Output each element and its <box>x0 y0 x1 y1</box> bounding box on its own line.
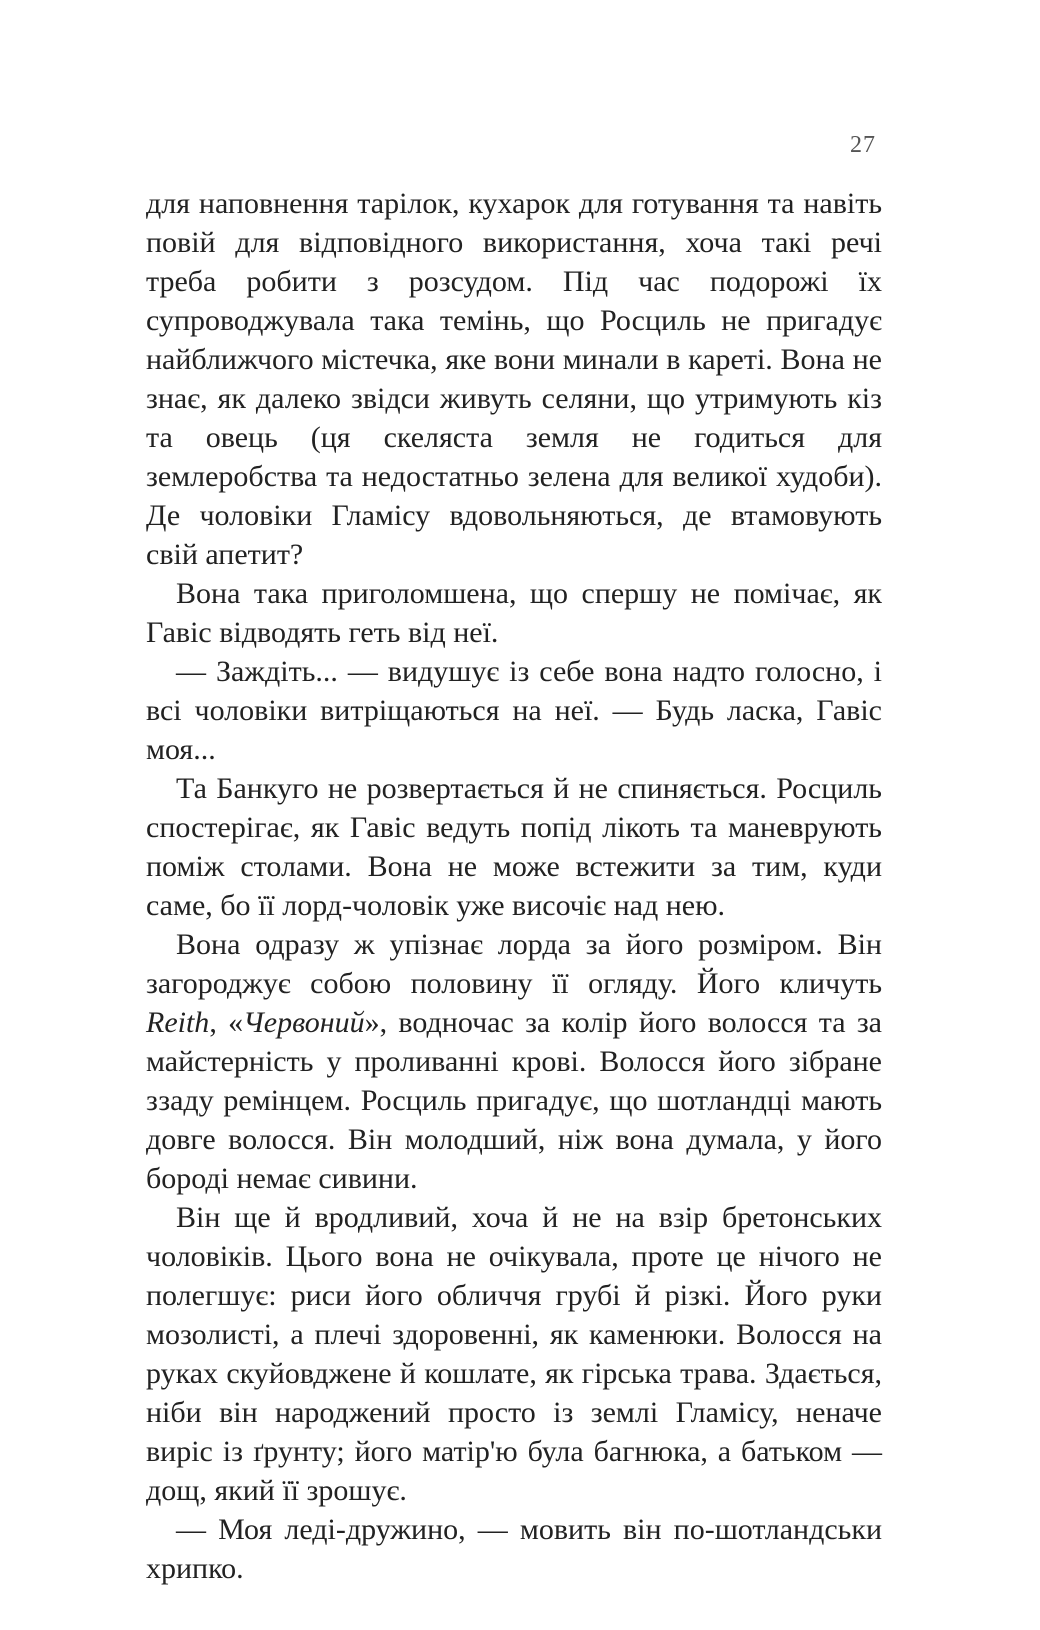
paragraph-4: Та Банкуго не розвертається й не спиняється. Росциль спостерігає, як Гавіс ведуть попід лікоть та маневрують поміж столами. Вона не може встежити за тим, куди саме, бо її лорд-чоловік уже височіє над нею. <box>146 772 882 922</box>
paragraph-5 <box>146 925 882 1198</box>
paragraph-5-italic-reith: Reith <box>146 1006 210 1039</box>
paragraph-5-part-1: Вона одразу ж упізнає лорда за його розміром. Він загороджує собою половину її огляду. Його кличуть <box>146 928 882 1000</box>
paragraph-5-part-3: », водночас за колір його волосся та за майстерність у проливанні крові. Волосся його зібране ззаду ремінцем. Росциль пригадує, що шотландці мають довге волосся. Він молодший, ніж вона думала, у його бороді немає сивини. <box>146 1006 882 1195</box>
body-text <box>146 184 882 1588</box>
paragraph-7: — Моя леді-дружино, — мовить він по-шотландськи хрипко. <box>146 1513 882 1585</box>
paragraph-5-part-2: , « <box>209 1006 244 1039</box>
page-number: 27 <box>850 132 876 158</box>
paragraph-2: Вона така приголомшена, що спершу не помічає, як Гавіс відводять геть від неї. <box>146 577 882 649</box>
paragraph-1: для наповнення тарілок, кухарок для готування та навіть повій для відповідного використання, хоча такі речі треба робити з розсудом. Під час подорожі їх супроводжувала така темінь, що Росциль не пригадує найближчого містечка, яке вони минали в кареті. Вона не знає, як далеко звідси живуть селяни, що утримують кіз та овець (ця скеляста земля не годиться для землеробства та недостатньо зелена для великої худоби). Де чоловіки Гламісу вдовольняються, де втамовують свій апетит? <box>146 187 882 571</box>
paragraph-5-italic-chervonyi: Червоний <box>243 1006 365 1039</box>
paragraph-6: Він ще й вродливий, хоча й не на взір бретонських чоловіків. Цього вона не очікувала, проте це нічого не полегшує: риси його обличчя грубі й різкі. Його руки мозолисті, а плечі здоровенні, як каменюки. Волосся на руках скуйовджене й кошлате, як гірська трава. Здається, ніби він народжений просто із землі Гламісу, неначе виріс із ґрунту; його матір'ю була багнюка, а батьком — дощ, який її зрошує. <box>146 1201 882 1507</box>
paragraph-3: — Заждіть... — видушує із себе вона надто голосно, і всі чоловіки витріщаються на неї. — Будь ласка, Гавіс моя... <box>146 655 882 766</box>
